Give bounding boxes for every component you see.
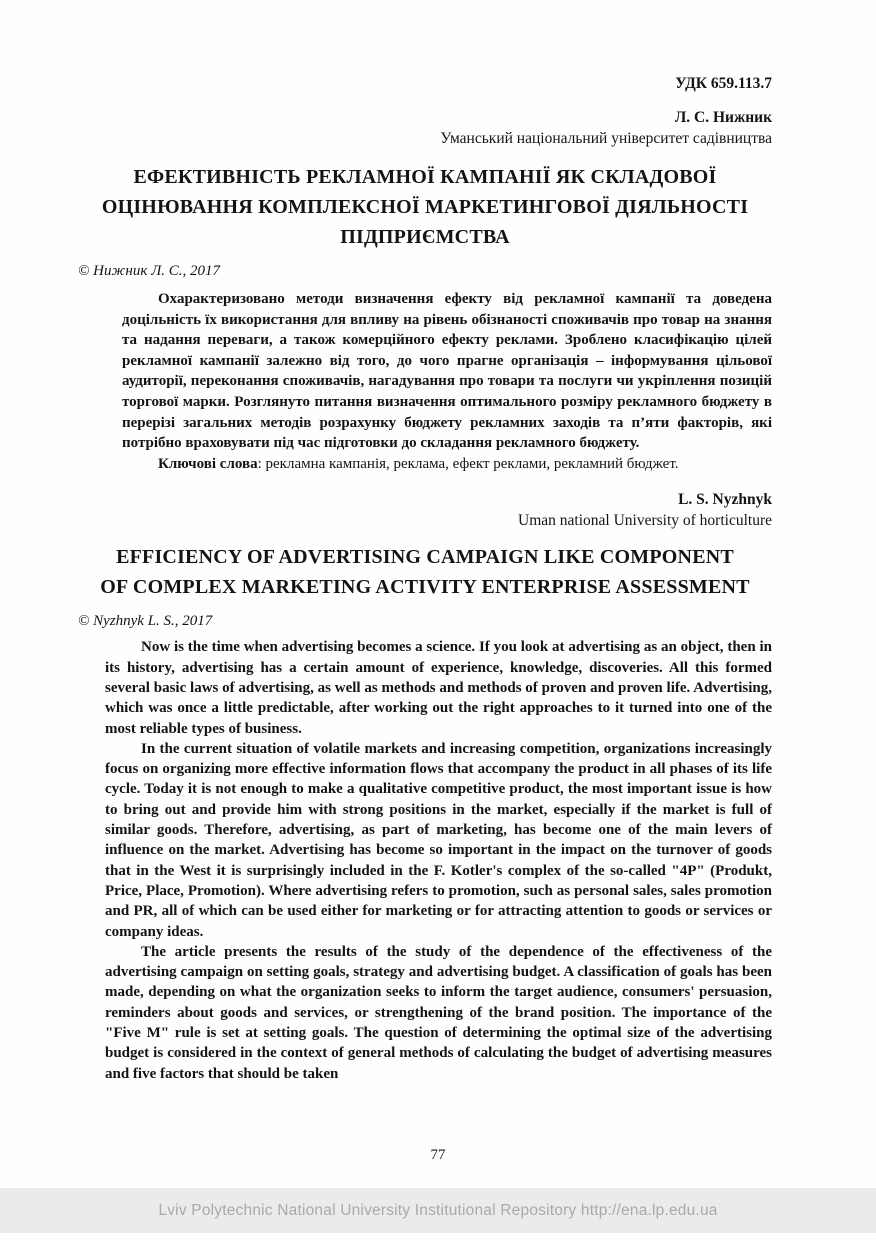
keywords-text: : рекламна кампанія, реклама, ефект реклами, рекламний бюджет. xyxy=(257,455,679,472)
article-title-ua-line: ОЦІНЮВАННЯ КОМПЛЕКСНОЇ МАРКЕТИНГОВОЇ ДІЯЛЬНОСТІ xyxy=(101,196,749,218)
copyright-notice-ua: © Нижник Л. С., 2017 xyxy=(78,263,221,279)
author-name-ua: Л. С. Нижник xyxy=(674,109,772,126)
page-number: 77 xyxy=(430,1147,446,1163)
article-title-ua-line: ПІДПРИЄМСТВА xyxy=(340,226,510,248)
affiliation-ua: Уманський національний університет садівництва xyxy=(440,130,772,147)
repository-footer xyxy=(0,1188,876,1233)
udc-code: УДК 659.113.7 xyxy=(675,75,772,92)
author-name-en: L. S. Nyzhnyk xyxy=(678,491,772,509)
article-title-ua xyxy=(78,162,772,252)
body-paragraph-1: Now is the time when advertising becomes a science. If you look at advertising as an object, then in its history, advertising has a certain amount of experience, knowledge, discoveries. All this formed several basic laws of advertising, as well as methods and methods of proven and proven life. Advertising, which was once a little predictable, after working out the right approaches to it turned into one of the most reliable types of business. xyxy=(105,639,772,737)
affiliation-en: Uman national University of horticulture xyxy=(518,512,772,530)
author-block-en xyxy=(78,489,772,531)
article-title-en xyxy=(78,542,772,602)
article-title-en-line: OF COMPLEX MARKETING ACTIVITY ENTERPRISE ASSESSMENT xyxy=(100,576,750,599)
abstract-ua: Охарактеризовано методи визначення ефекту від рекламної кампанії та доведена доцільність їх використання для впливу на рівень обізнаності споживачів про товар на знання та надання переваги, а також комерційного ефекту реклами. Зроблено класифікацію цілей рекламної кампанії залежно від того, до чого прагне організація – інформування цільової аудиторії, переконання споживачів, нагадування про товари та послуги чи укріплення позицій торгової марки. Розглянуто питання визначення оптимального розміру рекламного бюджету в перерізі загальних методів розрахунку бюджету рекламних заходів та п’яти факторів, які потрібно враховувати під час підготовки до складання рекламного бюджету. xyxy=(122,291,772,452)
repository-footer-text: Lviv Polytechnic National University Institutional Repository http://ena.lp.edu.ua xyxy=(158,1201,718,1219)
article-title-ua-line: ЕФЕКТИВНІСТЬ РЕКЛАМНОЇ КАМПАНІЇ ЯК СКЛАДОВОЇ xyxy=(133,166,717,188)
keywords-line xyxy=(122,454,772,475)
article-title-en-line: EFFICIENCY OF ADVERTISING CAMPAIGN LIKE COMPONENT xyxy=(116,546,734,569)
author-block-ua xyxy=(78,107,772,149)
body-paragraph-3: The article presents the results of the study of the dependence of the effectiveness of the advertising campaign on setting goals, strategy and advertising budget. A classification of goals has been made, depending on what the organization seeks to inform the target audience, consumers' persuasion, reminders about goods and services, or strengthening of the brand position. The importance of the "Five M" rule is set at setting goals. The question of determining the optimal size of the advertising budget is considered in the context of general methods of calculating the budget of advertising measures and five factors that should be taken xyxy=(105,943,772,1082)
body-paragraph-2: In the current situation of volatile markets and increasing competition, organizations increasingly focus on organizing more effective information flows that accompany the product in all phases of its life cycle. Today it is not enough to make a qualitative competitive product, the most important issue is how to bring out and provide him with strong positions in the market, especially if the market is full of similar goods. Therefore, advertising, as part of marketing, has become one of the main levers of influence on the market. Advertising has become so important in the impact on the turnover of goods that in the West it is surprisingly included in the F. Kotler's complex of the so-called "4P" (Produkt, Price, Place, Promotion). Where advertising refers to promotion, such as personal sales, sales promotion and PR, all of which can be used either for marketing or for attracting attention to goods or services or company ideas. xyxy=(105,740,772,940)
copyright-notice-en: © Nyzhnyk L. S., 2017 xyxy=(78,613,213,630)
keywords-label: Ключові слова xyxy=(158,455,258,472)
